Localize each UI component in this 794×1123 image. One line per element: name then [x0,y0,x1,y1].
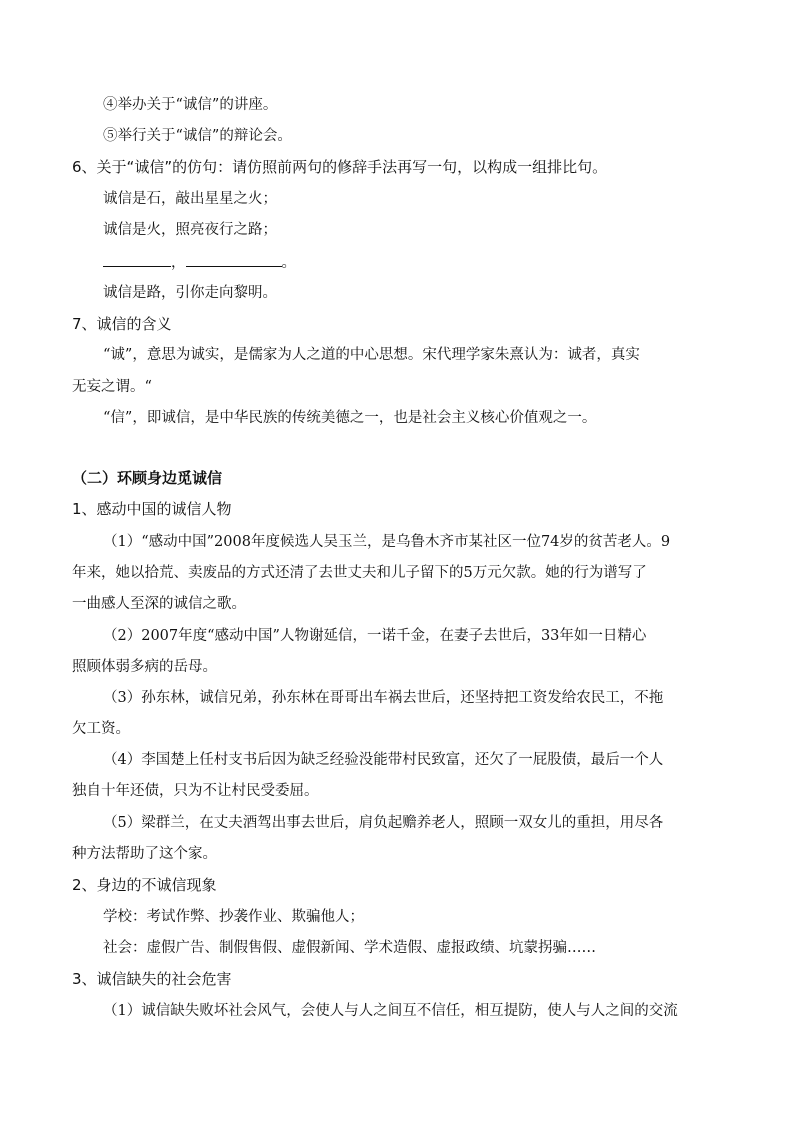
fill-in-blank-line [103,252,296,273]
list-item-5: ⑤举行关于“诚信”的辩论会。 [103,128,292,144]
dishonesty-society: 社会：虚假广告、制假售假、虚假新闻、学术造假、虚报政绩、坑蒙拐骗…… [103,940,596,956]
subsection-2-title: 2、身边的不诚信现象 [72,876,217,894]
blank-comma: ， [171,255,186,271]
person-3-line-2: 欠工资。 [72,721,130,737]
person-1-line-3: 一曲感人至深的诚信之歌。 [72,596,246,612]
imitation-line-1: 诚信是石，敲出星星之火； [103,191,277,207]
blank-1 [103,252,171,267]
person-5-line-1: （5）梁群兰，在丈夫酒驾出事去世后，肩负起赡养老人，照顾一双女儿的重担，用尽各 [103,815,664,831]
person-4-line-2: 独自十年还债，只为不让村民受委屈。 [72,783,319,799]
blank-2 [186,252,282,267]
blank-period: 。 [281,255,296,271]
imitation-line-2: 诚信是火，照亮夜行之路； [103,222,277,238]
subsection-1-title: 1、感动中国的诚信人物 [72,500,232,518]
imitation-line-4: 诚信是路，引你走向黎明。 [103,285,277,301]
question-7-title: 7、诚信的含义 [72,315,172,333]
subsection-3-title: 3、诚信缺失的社会危害 [72,970,232,988]
person-1-line-2: 年来，她以拾荒、卖废品的方式还清了去世丈夫和儿子留下的5万元欠款。她的行为谱写了 [72,565,647,581]
meaning-cheng-line-2: 无妄之谓。“ [72,379,152,395]
person-2-line-1: （2）2007年度“感动中国”人物谢延信，一诺千金，在妻子去世后，33年如一日精心 [103,628,647,644]
section-heading: （二）环顾身边觅诚信 [72,469,223,487]
dishonesty-school: 学校：考试作弊、抄袭作业、欺骗他人； [103,909,364,925]
person-1-line-1: （1）“感动中国”2008年度候选人吴玉兰，是乌鲁木齐市某社区一位74岁的贫苦老人。9 [103,534,671,550]
person-3-line-1: （3）孙东林，诚信兄弟，孙东林在哥哥出车祸去世后，还坚持把工资发给农民工，不拖 [103,690,664,706]
meaning-xin-line: “信”，即诚信，是中华民族的传统美德之一，也是社会主义核心价值观之一。 [103,410,597,426]
person-5-line-2: 种方法帮助了这个家。 [72,846,217,862]
person-2-line-2: 照顾体弱多病的岳母。 [72,659,217,675]
meaning-cheng-line-1: “诚”，意思为诚实，是儒家为人之道的中心思想。宋代理学家朱熹认为：诚者，真实 [103,347,640,363]
person-4-line-1: （4）李国楚上任村支书后因为缺乏经验没能带村民致富，还欠了一屁股债，最后一个人 [103,752,664,768]
question-6-title: 6、关于“诚信”的仿句：请仿照前两句的修辞手法再写一句，以构成一组排比句。 [72,158,608,176]
harm-line-1: （1）诚信缺失败坏社会风气，会使人与人之间互不信任，相互提防，使人与人之间的交流 [103,1003,678,1019]
list-item-4: ④举办关于“诚信”的讲座。 [103,97,278,113]
